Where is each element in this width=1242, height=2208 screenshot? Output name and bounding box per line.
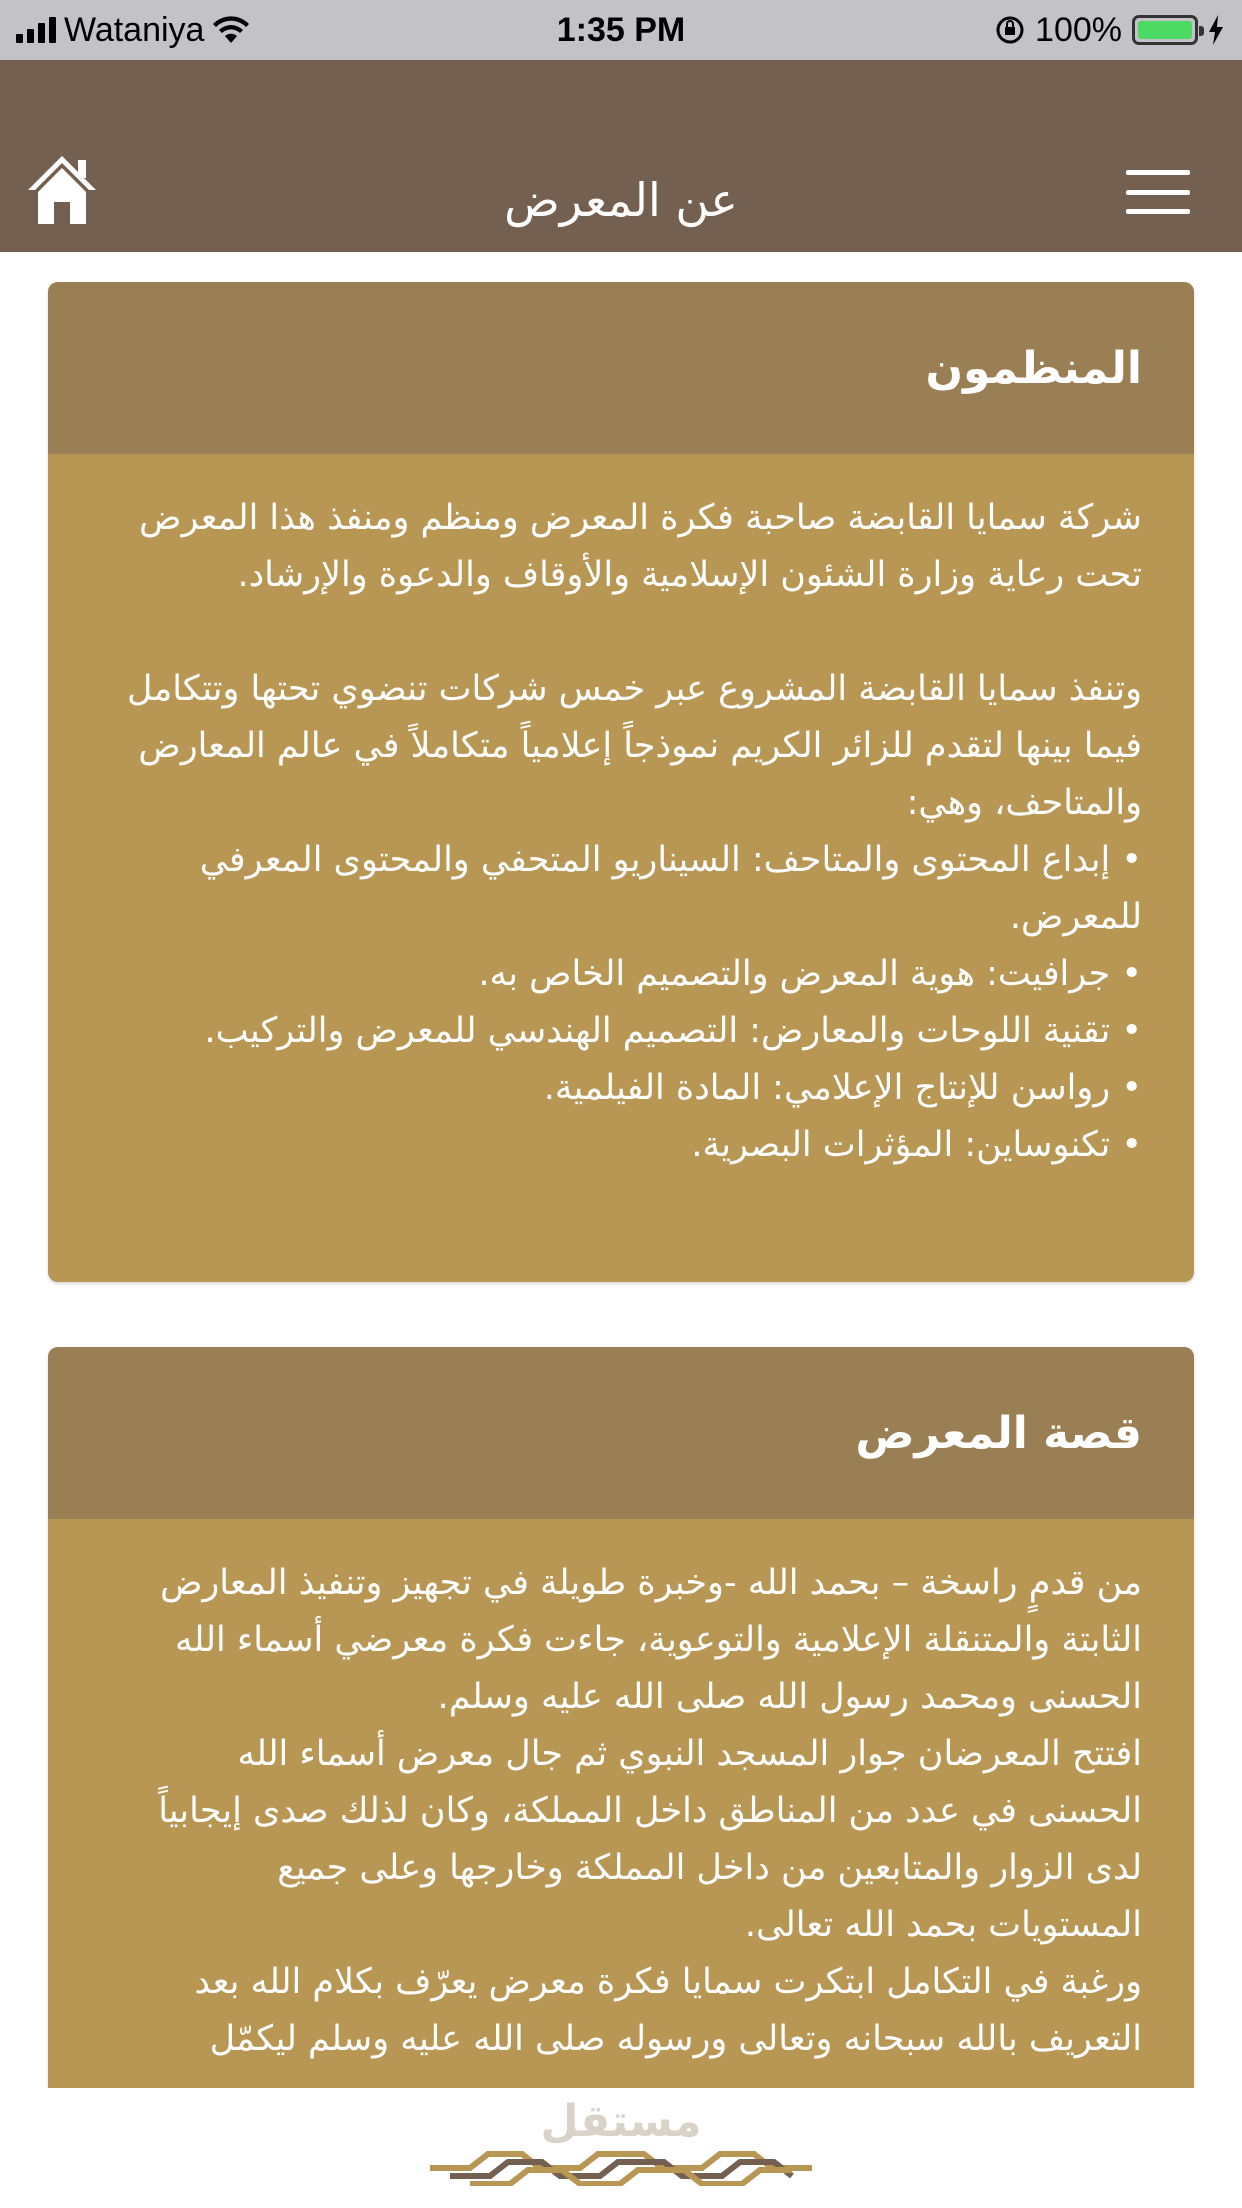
nav-bar (0, 60, 1242, 252)
status-bar (0, 0, 1242, 60)
paragraph: ورغبة في التكامل ابتكرت سمايا فكرة معرض يعرّف بكلام الله بعد التعريف بالله سبحانه وتعالى ورسوله صلى الله عليه وسلم ليكمّل (194, 1962, 1142, 2059)
list-item: • تكنوساين: المؤثرات البصرية. (118, 1117, 1142, 1174)
menu-button[interactable] (1126, 170, 1190, 214)
page-title: عن المعرض (504, 173, 738, 227)
status-time: 1:35 PM (556, 11, 686, 49)
menu-icon-line (1126, 170, 1190, 175)
status-right (995, 8, 1224, 52)
carrier-name: Wataniya (64, 10, 205, 49)
card-body (48, 1519, 1194, 2088)
card-title: قصة المعرض (48, 1347, 1194, 1519)
rotation-lock-icon (995, 15, 1025, 45)
battery-percent: 100% (1035, 10, 1122, 49)
card-title: المنظمون (48, 282, 1194, 454)
menu-icon-line (1126, 209, 1190, 214)
list-item: • تقنية اللوحات والمعارض: التصميم الهندسي للمعرض والتركيب. (118, 1003, 1142, 1060)
organizers-card (48, 282, 1194, 1282)
paragraph: افتتح المعرضان جوار المسجد النبوي ثم جال معرض أسماء الله الحسنى في عدد من المناطق داخل المملكة، وكان لذلك صدى إيجابياً لدى الزوار والمتابعين من داخل المملكة وخارجها وعلى جميع المستويات بحمد الله تعالى. (158, 1734, 1142, 1945)
paragraph: من قدمٍ راسخة – بحمد الله -وخبرة طويلة في تجهيز وتنفيذ المعارض الثابتة والمتنقلة الإعلامية والتوعوية، جاءت فكرة معرضي أسماء الله الحسنى ومحمد رسول الله صلى الله عليه وسلم. (160, 1563, 1142, 1717)
paragraph: شركة سمايا القابضة صاحبة فكرة المعرض ومنظم ومنفذ هذا المعرض تحت رعاية وزارة الشئون الإسلامية والأوقاف والدعوة والإرشاد. (139, 498, 1142, 595)
list-item: • رواسن للإنتاج الإعلامي: المادة الفيلمية. (118, 1060, 1142, 1117)
companies-list (118, 832, 1142, 1174)
content-scroll[interactable] (0, 252, 1242, 2088)
paragraph: وتنفذ سمايا القابضة المشروع عبر خمس شركات تنضوي تحتها وتتكامل فيما بينها لتقدم للزائر الكريم نموذجاً إعلامياً متكاملاً في عالم المعارض والمتاحف، وهي: (126, 669, 1142, 823)
footer (0, 2088, 1242, 2208)
list-item: • إبداع المحتوى والمتاحف: السيناريو المتحفي والمحتوى المعرفي للمعرض. (118, 832, 1142, 946)
menu-icon-line (1126, 190, 1190, 195)
charging-icon (1208, 15, 1224, 45)
watermark-logo-text: مستقل (540, 2096, 702, 2147)
list-item: • جرافيت: هوية المعرض والتصميم الخاص به. (118, 946, 1142, 1003)
battery-icon (1132, 15, 1198, 45)
exhibition-story-card (48, 1347, 1194, 2088)
watermark-logo-icon (430, 2106, 812, 2186)
card-body (48, 454, 1194, 1204)
